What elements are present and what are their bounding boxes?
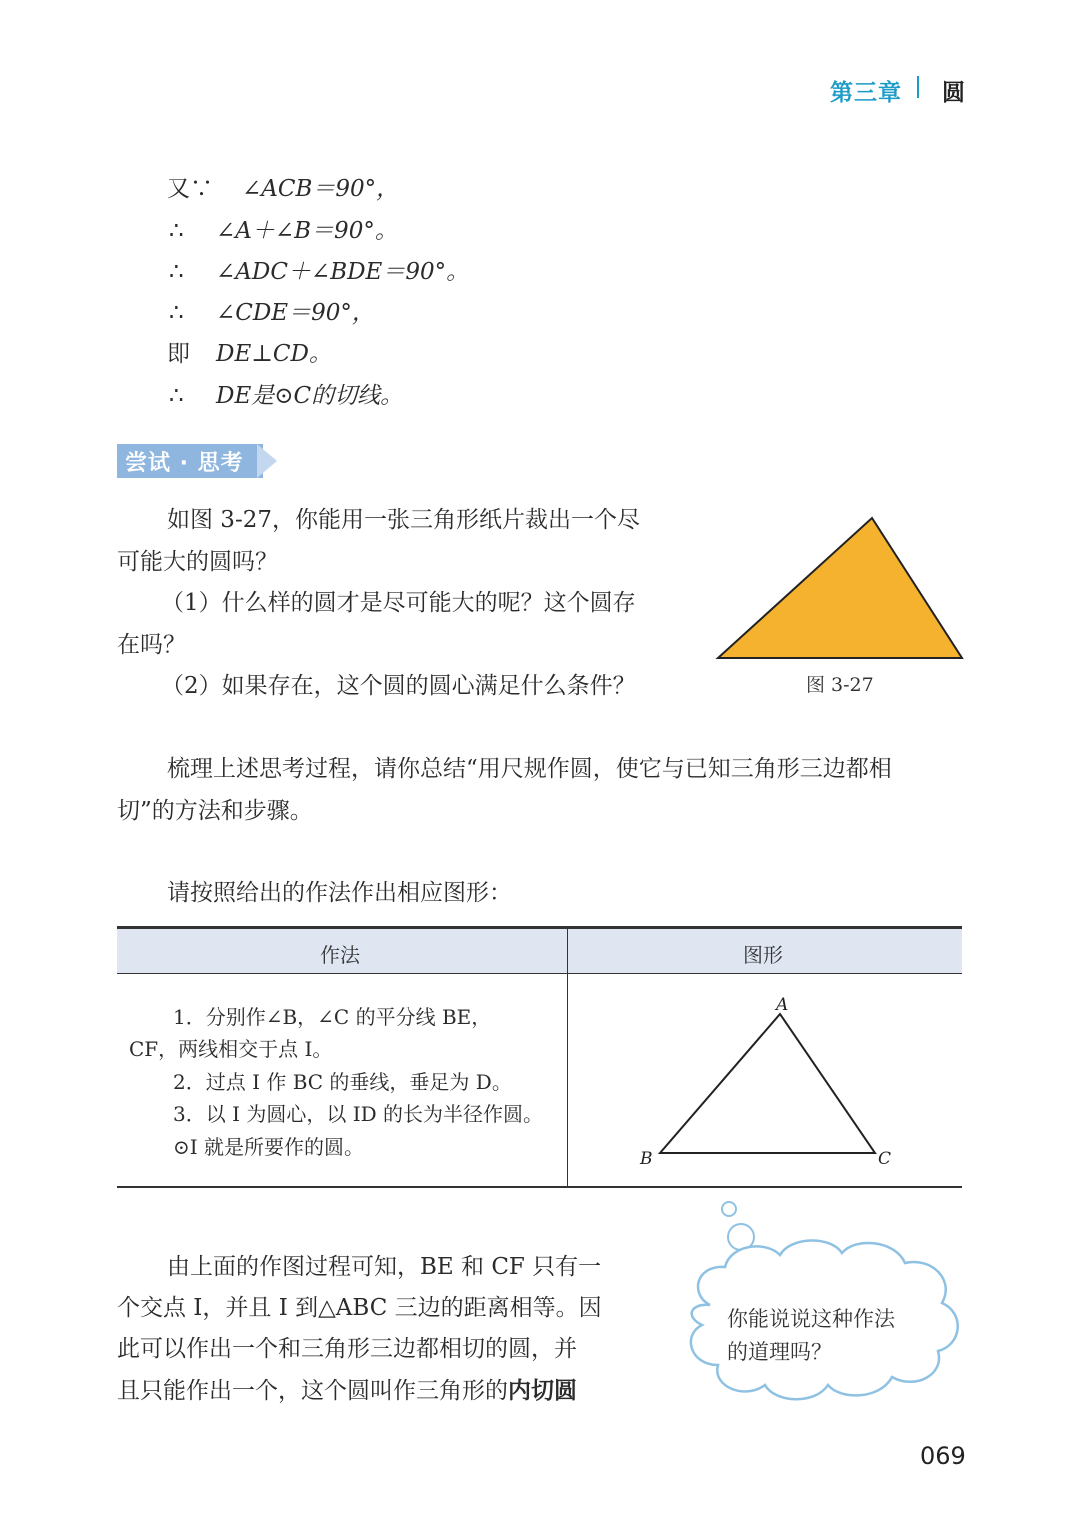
table-triangle-figure bbox=[630, 990, 900, 1175]
vertex-label-a: A bbox=[776, 995, 789, 1015]
chapter-label: 第三章 bbox=[830, 80, 902, 106]
figure-3-27-triangle bbox=[710, 510, 970, 665]
table-bottom-rule bbox=[117, 1186, 962, 1188]
conclusion-text bbox=[117, 1247, 657, 1412]
proof-lead: 又∵ bbox=[167, 176, 213, 202]
term-incircle: 内切圆 bbox=[508, 1377, 577, 1404]
question-1-line: 在吗？ bbox=[117, 631, 186, 658]
triangle-abc bbox=[660, 1014, 875, 1153]
proof-line bbox=[167, 174, 399, 204]
proof-lead: ∴ bbox=[169, 300, 184, 326]
table-header-bg bbox=[117, 929, 962, 973]
proof-line bbox=[169, 381, 403, 411]
step-line: ⊙I 就是所要作的圆。 bbox=[173, 1135, 365, 1159]
cloud-line: 你能说说这种作法 bbox=[727, 1307, 895, 1331]
section-badge bbox=[117, 444, 279, 478]
proof-math: ∠A＋∠B＝90°。 bbox=[216, 218, 398, 244]
chapter-title: 圆 bbox=[942, 80, 965, 106]
conclusion-line: 由上面的作图过程可知，BE 和 CF 只有一 bbox=[167, 1254, 602, 1280]
conclusion-line: 此可以作出一个和三角形三边都相切的圆，并 bbox=[117, 1336, 577, 1362]
header-separator bbox=[917, 76, 919, 98]
proof-line bbox=[169, 216, 398, 246]
step-line: 1．分别作∠B，∠C 的平分线 BE， bbox=[173, 1005, 492, 1029]
table-top-rule bbox=[117, 926, 962, 929]
summary-line: 切”的方法和步骤。 bbox=[117, 797, 313, 824]
step-line: 3．以 I 为圆心，以 ID 的长为半径作圆。 bbox=[173, 1102, 543, 1126]
vertex-label-b: B bbox=[640, 1149, 653, 1169]
proof-math: ∠CDE＝90°， bbox=[216, 300, 375, 326]
instruction-text: 请按照给出的作法作出相应图形： bbox=[167, 880, 512, 906]
question-2: （2）如果存在，这个圆的圆心满足什么条件？ bbox=[161, 673, 636, 699]
badge-label: 尝试 · 思考 bbox=[125, 451, 244, 476]
proof-lead: 即 bbox=[167, 341, 190, 367]
proof-line bbox=[169, 257, 469, 287]
conclusion-line: 个交点 I，并且 I 到△ABC 三边的距离相等。因 bbox=[117, 1295, 602, 1321]
proof-math: DE⊥CD。 bbox=[216, 341, 332, 367]
page-number: 069 bbox=[920, 1442, 966, 1470]
proof-lead: ∴ bbox=[169, 383, 184, 409]
paragraph-line: 可能大的圆吗？ bbox=[117, 548, 278, 575]
try-think-text bbox=[117, 500, 697, 708]
proof-math: DE是⊙C的切线。 bbox=[216, 383, 404, 409]
table-header-rule bbox=[117, 973, 962, 974]
question-1-line: （1）什么样的圆才是尽可能大的呢？这个圆存 bbox=[161, 590, 636, 616]
step-line: CF，两线相交于点 I。 bbox=[129, 1037, 333, 1061]
step-line: 2．过点 I 作 BC 的垂线，垂足为 D。 bbox=[173, 1070, 512, 1094]
proof-lead: ∴ bbox=[169, 259, 184, 285]
proof-math: ∠ADC＋∠BDE＝90°。 bbox=[216, 259, 470, 285]
badge-tail bbox=[257, 444, 277, 478]
figure-caption: 图 3-27 bbox=[806, 674, 874, 696]
table-column-divider bbox=[567, 929, 568, 1187]
cloud-line: 的道理吗？ bbox=[727, 1340, 832, 1364]
summary-text bbox=[117, 749, 977, 832]
proof-lead: ∴ bbox=[169, 218, 184, 244]
vertex-label-c: C bbox=[878, 1149, 892, 1169]
paragraph-line: 如图 3-27，你能用一张三角形纸片裁出一个尽 bbox=[167, 507, 640, 533]
table-header-method: 作法 bbox=[320, 943, 360, 967]
proof-line bbox=[169, 298, 375, 328]
paper-triangle bbox=[718, 518, 962, 658]
conclusion-line bbox=[117, 1370, 657, 1412]
conclusion-text-segment: 且只能作出一个，这个圆叫作三角形的 bbox=[117, 1378, 508, 1404]
proof-math: ∠ACB＝90°， bbox=[242, 176, 400, 202]
summary-line: 梳理上述思考过程，请你总结“用尺规作圆，使它与已知三角形三边都相 bbox=[167, 756, 892, 782]
table-header-figure: 图形 bbox=[743, 943, 783, 967]
proof-line bbox=[167, 339, 332, 369]
